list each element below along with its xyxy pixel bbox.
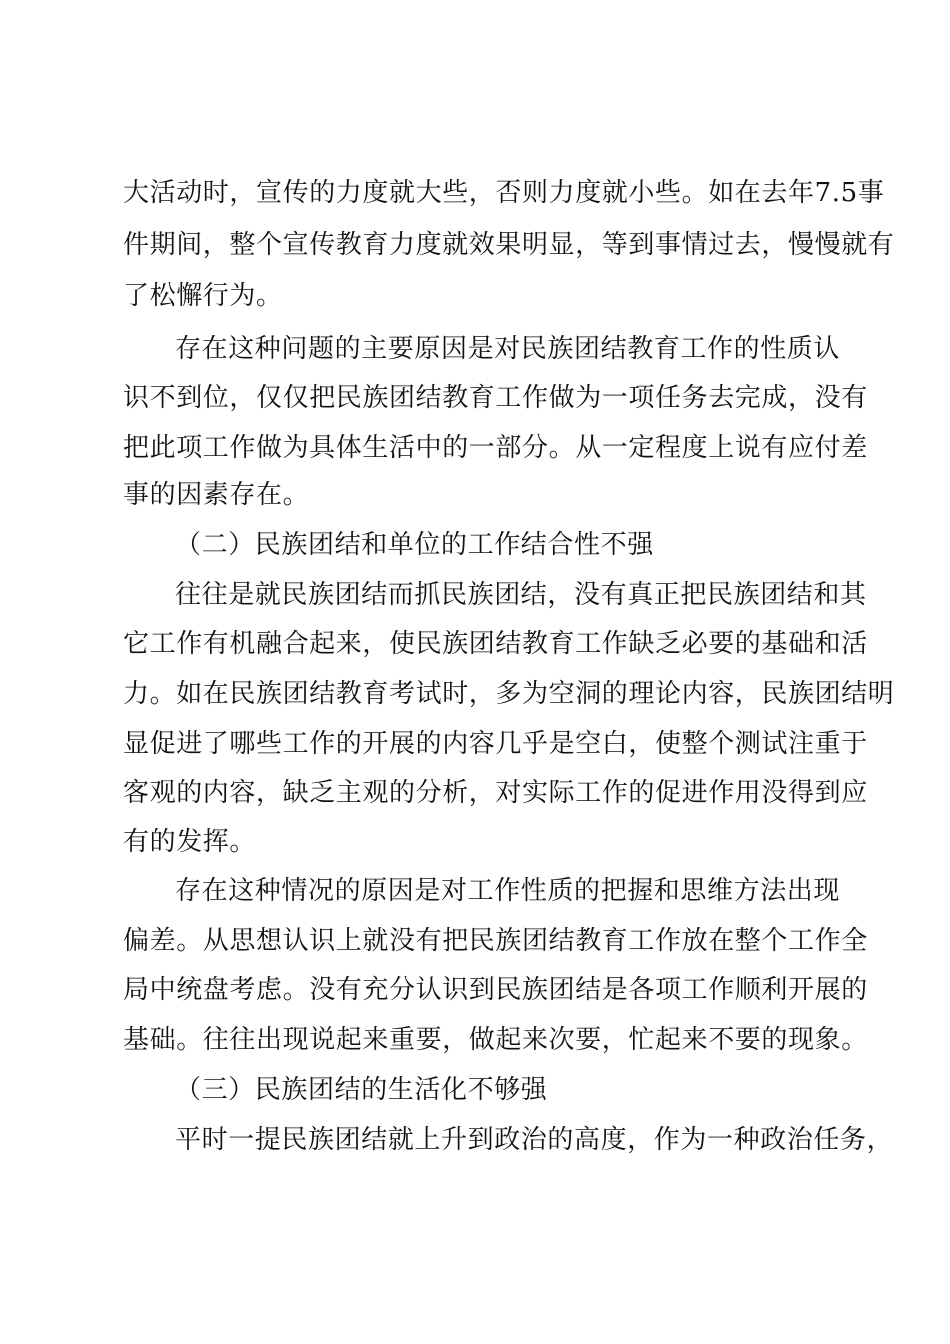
text-line: 大活动时，宣传的力度就大些，否则力度就小些。如在去年7.5事 [123, 178, 885, 208]
paragraph-first-line: 平时一提民族团结就上升到政治的高度，作为一种政治任务， [175, 1125, 894, 1155]
paragraph-first-line: 往往是就民族团结而抓民族团结，没有真正把民族团结和其 [175, 580, 867, 610]
text-line: 基础。往往出现说起来重要，做起来次要，忙起来不要的现象。 [123, 1025, 868, 1055]
text-line: 客观的内容，缺乏主观的分析，对实际工作的促进作用没得到应 [123, 778, 868, 808]
paragraph-first-line: 存在这种情况的原因是对工作性质的把握和思维方法出现 [175, 876, 841, 906]
text-line: 它工作有机融合起来，使民族团结教育工作缺乏必要的基础和活 [123, 629, 868, 659]
text-line: 把此项工作做为具体生活中的一部分。从一定程度上说有应付差 [123, 433, 868, 463]
text-line: 显促进了哪些工作的开展的内容几乎是空白，使整个测试注重于 [123, 729, 868, 759]
text-line: 有的发挥。 [123, 827, 257, 857]
paragraph-first-line: 存在这种问题的主要原因是对民族团结教育工作的性质认 [175, 334, 841, 364]
text-line: 事的因素存在。 [123, 480, 310, 510]
text-line: 了松懈行为。 [123, 281, 283, 311]
section-heading: （二）民族团结和单位的工作结合性不强 [175, 530, 654, 560]
text-line: 识不到位，仅仅把民族团结教育工作做为一项任务去完成，没有 [123, 383, 868, 413]
text-line: 件期间，整个宣传教育力度就效果明显，等到事情过去，慢慢就有 [123, 230, 895, 260]
section-heading: （三）民族团结的生活化不够强 [175, 1075, 548, 1105]
text-line: 局中统盘考虑。没有充分认识到民族团结是各项工作顺利开展的 [123, 975, 868, 1005]
text-line: 力。如在民族团结教育考试时，多为空洞的理论内容，民族团结明 [123, 679, 895, 709]
text-line: 偏差。从思想认识上就没有把民族团结教育工作放在整个工作全 [123, 926, 868, 956]
